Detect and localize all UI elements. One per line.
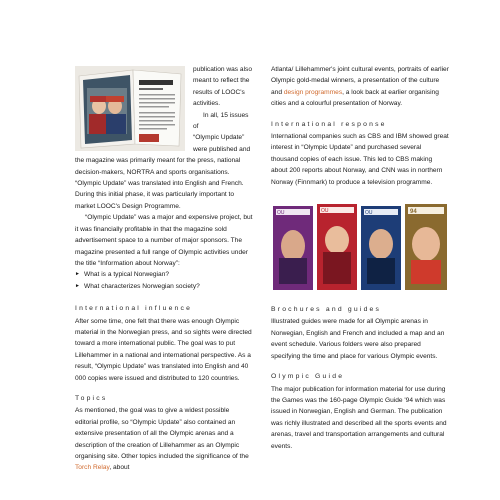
magazine-cover-3 bbox=[361, 206, 401, 290]
torch-relay-link[interactable]: Torch Relay bbox=[75, 464, 110, 472]
bullet-arrow-icon: ► bbox=[75, 282, 80, 289]
heading-topics: Topics bbox=[75, 394, 108, 402]
intro-line: In all, 15 issues of bbox=[193, 111, 249, 131]
cultural-text-end: , a look back at earlier organising cities and a colourful presentation of Norway. bbox=[271, 88, 439, 108]
bullet-text: What is a typical Norwegian? bbox=[84, 271, 170, 279]
topic-bullets bbox=[75, 269, 253, 292]
design-programmes-link[interactable]: design programmes bbox=[283, 88, 343, 96]
heading-international-response: International response bbox=[271, 120, 387, 128]
topics-text-end: , about bbox=[109, 464, 130, 472]
heading-brochures-guides: Brochures and guides bbox=[271, 306, 382, 314]
magazine-covers-illustration bbox=[271, 200, 449, 295]
cover-1-logo: OU bbox=[277, 210, 285, 216]
bullet-text: What characterizes Norwegian society? bbox=[84, 282, 200, 290]
intro-line: “Olympic Update” bbox=[193, 134, 245, 142]
paragraph-cultural bbox=[271, 64, 449, 110]
magazine-covers-photo bbox=[271, 200, 449, 295]
paragraph-olympic-guide: The major publication for information material for use during the Games was the 160-page Olympic Guide '94 which was issued in Norwegian, English and German. The publication was richly illustrated and described all the sports events and arenas, travel and transportation arrangements and cultural events. bbox=[271, 385, 447, 450]
heading-international-influence: International influence bbox=[75, 305, 193, 313]
intro-line: publication was also bbox=[193, 66, 253, 73]
paragraph-audience: the magazine was primarily meant for the press, national decision-makers, NORTRA and sports organisations. “Olympic Update” was translated into English and French. During this initial phase, it was particularly important to market LOOC's Design Programme. bbox=[75, 157, 244, 210]
bullet-arrow-icon: ► bbox=[75, 271, 80, 278]
magazine-cover-1 bbox=[273, 206, 313, 290]
paragraph-project: “Olympic Update” was a major and expensive project, but it was financially profitable in that the magazine sold advertisement space to a number of major sponsors. The magazine presented a full range of Olympic activities under the title “Information about Norway”: bbox=[75, 214, 253, 267]
topics-text: As mentioned, the goal was to give a widest possible editorial profile, so “Olympic Update” also contained an extensive presentation of all the Olympic arenas and a description of the creation of Lillehammer as an Olympic organising site. Other topics included the significance of the bbox=[75, 407, 249, 460]
heading-olympic-guide: Olympic Guide bbox=[271, 373, 345, 381]
cultural-text: Atlanta/ Lillehammer's joint cultural events, portraits of earlier Olympic gold-medal winners, a presentation of the culture and bbox=[271, 66, 449, 96]
paragraph-brochures: Illustrated guides were made for all Olympic arenas in Norwegian, English and French and included a map and an event schedule. Various folders were also prepared specifying the time and place for various Olympic events. bbox=[271, 318, 445, 360]
bullet-item bbox=[75, 269, 253, 280]
intro-text bbox=[193, 64, 253, 155]
cover-3-logo: OU bbox=[365, 210, 373, 216]
cover-4-logo: 94 bbox=[410, 209, 417, 215]
magazine-cover-4 bbox=[405, 204, 447, 290]
magazine-cover-2 bbox=[317, 204, 357, 290]
bullet-item bbox=[75, 281, 253, 292]
intro-line: results of LOOC's bbox=[193, 88, 245, 96]
intro-line: meant to reflect the bbox=[193, 77, 250, 85]
intro-line: activities. bbox=[193, 100, 221, 108]
left-column bbox=[75, 64, 253, 474]
intro-line: were published and bbox=[193, 145, 251, 153]
cover-2-logo: OU bbox=[321, 208, 329, 214]
paragraph-topics bbox=[75, 405, 253, 473]
paragraph-international: After some time, one felt that there was enough Olympic material in the Norwegian press, and so sights were directed toward a more international public. The goal was to put Lillehammer in a national and international perspective. As a result, “Olympic Update” was translated into English and 40 000 copies were issued and distributed to 120 countries. bbox=[75, 317, 252, 382]
paragraph-response: International companies such as CBS and IBM showed great interest in “Olympic Update” and purchased several thousand copies of each issue. This led to CBS making about 200 reports about Norway, and CNN was in northern Norway (Finnmark) to produce a television programme. bbox=[271, 133, 449, 186]
